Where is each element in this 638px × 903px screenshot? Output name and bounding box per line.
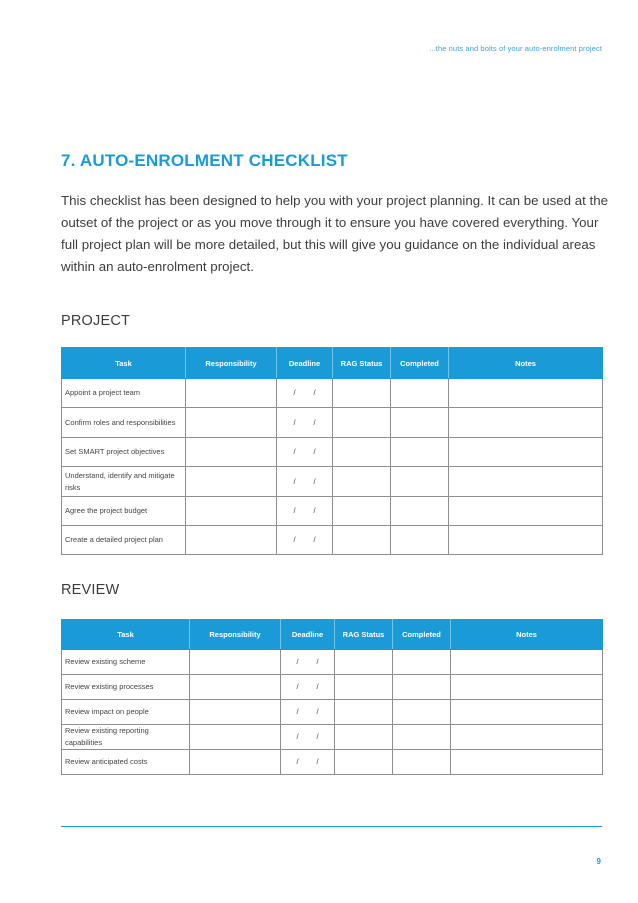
- completed-cell[interactable]: [393, 725, 451, 750]
- deadline-cell[interactable]: / /: [281, 650, 335, 675]
- table-row: [62, 675, 603, 700]
- rag-status-cell[interactable]: [333, 379, 391, 408]
- deadline-cell[interactable]: / /: [281, 675, 335, 700]
- column-header-deadline: Deadline: [281, 620, 335, 650]
- responsibility-cell[interactable]: [190, 675, 281, 700]
- column-header-notes: Notes: [451, 620, 603, 650]
- review-heading: REVIEW: [61, 582, 120, 598]
- task-cell: Review existing scheme: [62, 650, 190, 675]
- table-row: [62, 750, 603, 775]
- column-header-completed: Completed: [393, 620, 451, 650]
- responsibility-cell[interactable]: [190, 700, 281, 725]
- rag-status-cell[interactable]: [333, 497, 391, 526]
- intro-paragraph: This checklist has been designed to help you with your project planning. It can be used at the outset of the project or as you move through it to ensure you have covered everything. Your full project plan will be more detailed, but this will give you guidance on the individual areas within an auto-enrolment project.: [61, 193, 608, 274]
- completed-cell[interactable]: [393, 675, 451, 700]
- completed-cell[interactable]: [391, 467, 449, 497]
- project-heading: PROJECT: [61, 313, 131, 329]
- responsibility-cell[interactable]: [190, 650, 281, 675]
- table-row: [62, 526, 603, 555]
- deadline-cell[interactable]: / /: [281, 725, 335, 750]
- notes-cell[interactable]: [451, 700, 603, 725]
- completed-cell[interactable]: [391, 438, 449, 467]
- deadline-cell[interactable]: / /: [277, 438, 333, 467]
- notes-cell[interactable]: [449, 467, 603, 497]
- rag-status-cell[interactable]: [333, 467, 391, 497]
- column-header-deadline: Deadline: [277, 348, 333, 379]
- column-header-responsibility: Responsibility: [190, 620, 281, 650]
- task-cell: Review existing reporting capabilities: [62, 725, 190, 750]
- notes-cell[interactable]: [449, 408, 603, 438]
- task-cell: Review existing processes: [62, 675, 190, 700]
- table-row: [62, 467, 603, 497]
- completed-cell[interactable]: [391, 379, 449, 408]
- column-header-rag-status: RAG Status: [333, 348, 391, 379]
- task-cell: Understand, identify and mitigate risks: [62, 467, 186, 497]
- table-header-row: [62, 620, 603, 650]
- completed-cell[interactable]: [393, 750, 451, 775]
- table-row: [62, 497, 603, 526]
- completed-cell[interactable]: [393, 700, 451, 725]
- table-row: [62, 379, 603, 408]
- task-cell: Confirm roles and responsibilities: [62, 408, 186, 438]
- task-cell: Create a detailed project plan: [62, 526, 186, 555]
- notes-cell[interactable]: [449, 438, 603, 467]
- review-checklist-table: [61, 619, 603, 775]
- footer-divider: [61, 826, 602, 827]
- task-cell: Appoint a project team: [62, 379, 186, 408]
- column-header-rag-status: RAG Status: [335, 620, 393, 650]
- responsibility-cell[interactable]: [190, 725, 281, 750]
- rag-status-cell[interactable]: [335, 700, 393, 725]
- deadline-cell[interactable]: / /: [281, 750, 335, 775]
- table-row: [62, 438, 603, 467]
- header-tagline: ...the nuts and bolts of your auto-enrolment project: [429, 44, 602, 53]
- responsibility-cell[interactable]: [186, 497, 277, 526]
- deadline-cell[interactable]: / /: [277, 497, 333, 526]
- column-header-task: Task: [62, 348, 186, 379]
- column-header-responsibility: Responsibility: [186, 348, 277, 379]
- deadline-cell[interactable]: / /: [277, 379, 333, 408]
- deadline-cell[interactable]: / /: [281, 700, 335, 725]
- table-row: [62, 408, 603, 438]
- section-title: 7. AUTO-ENROLMENT CHECKLIST: [61, 151, 348, 170]
- page-number: 9: [596, 857, 601, 866]
- deadline-cell[interactable]: / /: [277, 526, 333, 555]
- responsibility-cell[interactable]: [186, 526, 277, 555]
- notes-cell[interactable]: [449, 497, 603, 526]
- column-header-completed: Completed: [391, 348, 449, 379]
- task-cell: Set SMART project objectives: [62, 438, 186, 467]
- rag-status-cell[interactable]: [335, 750, 393, 775]
- responsibility-cell[interactable]: [186, 408, 277, 438]
- task-cell: Review impact on people: [62, 700, 190, 725]
- completed-cell[interactable]: [391, 497, 449, 526]
- completed-cell[interactable]: [391, 526, 449, 555]
- completed-cell[interactable]: [391, 408, 449, 438]
- rag-status-cell[interactable]: [335, 675, 393, 700]
- responsibility-cell[interactable]: [186, 379, 277, 408]
- rag-status-cell[interactable]: [333, 526, 391, 555]
- rag-status-cell[interactable]: [333, 438, 391, 467]
- completed-cell[interactable]: [393, 650, 451, 675]
- task-cell: Agree the project budget: [62, 497, 186, 526]
- responsibility-cell[interactable]: [190, 750, 281, 775]
- table-row: [62, 725, 603, 750]
- notes-cell[interactable]: [451, 750, 603, 775]
- project-checklist-table: [61, 347, 603, 555]
- table-header-row: [62, 348, 603, 379]
- column-header-notes: Notes: [449, 348, 603, 379]
- notes-cell[interactable]: [449, 379, 603, 408]
- rag-status-cell[interactable]: [333, 408, 391, 438]
- responsibility-cell[interactable]: [186, 467, 277, 497]
- rag-status-cell[interactable]: [335, 725, 393, 750]
- table-row: [62, 650, 603, 675]
- notes-cell[interactable]: [451, 725, 603, 750]
- deadline-cell[interactable]: / /: [277, 467, 333, 497]
- notes-cell[interactable]: [451, 650, 603, 675]
- column-header-task: Task: [62, 620, 190, 650]
- deadline-cell[interactable]: / /: [277, 408, 333, 438]
- table-row: [62, 700, 603, 725]
- notes-cell[interactable]: [451, 675, 603, 700]
- task-cell: Review anticipated costs: [62, 750, 190, 775]
- responsibility-cell[interactable]: [186, 438, 277, 467]
- notes-cell[interactable]: [449, 526, 603, 555]
- rag-status-cell[interactable]: [335, 650, 393, 675]
